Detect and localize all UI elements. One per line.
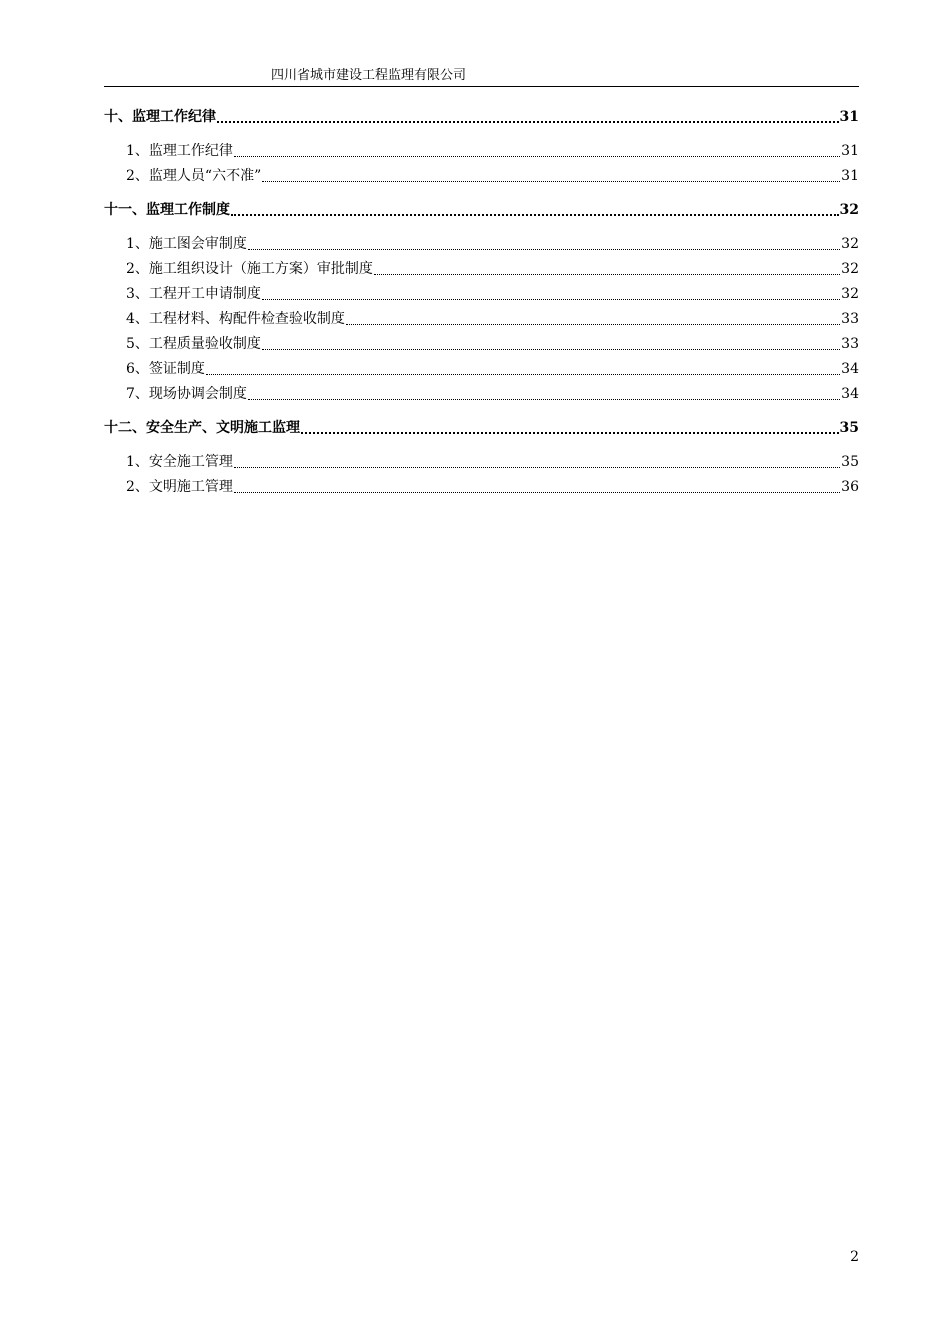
toc-dot-leader — [262, 298, 840, 300]
toc-dot-leader — [374, 273, 840, 275]
toc-section-page: 32 — [839, 202, 859, 218]
toc-item-title: 1、监理工作纪律 — [126, 143, 233, 159]
toc-item[interactable] — [104, 332, 859, 357]
toc-dot-leader — [234, 491, 840, 493]
toc-dot-leader — [346, 323, 840, 325]
toc-item[interactable] — [104, 282, 859, 307]
toc-item-title: 1、安全施工管理 — [126, 454, 233, 470]
toc-item-page: 32 — [841, 261, 859, 277]
toc-item[interactable] — [104, 257, 859, 282]
toc-item-page: 31 — [841, 168, 859, 184]
toc-item[interactable] — [104, 450, 859, 475]
toc-item-page: 33 — [841, 311, 859, 327]
toc-item[interactable] — [104, 164, 859, 189]
toc-section[interactable] — [104, 416, 859, 441]
page-number: 2 — [850, 1249, 859, 1265]
toc-dot-leader — [231, 213, 839, 216]
toc-item-page: 33 — [841, 336, 859, 352]
toc-section[interactable] — [104, 105, 859, 130]
toc-section-page: 35 — [839, 420, 859, 436]
toc-section-title: 十二、安全生产、文明施工监理 — [104, 420, 300, 436]
toc-item-title: 3、工程开工申请制度 — [126, 286, 261, 302]
page-header — [104, 66, 859, 87]
toc-item-page: 34 — [841, 361, 859, 377]
company-name: 四川省城市建设工程监理有限公司 — [271, 68, 467, 83]
toc-dot-leader — [217, 120, 839, 123]
toc-item-title: 7、现场协调会制度 — [126, 386, 247, 402]
toc-item-title: 2、文明施工管理 — [126, 479, 233, 495]
toc-item-page: 31 — [841, 143, 859, 159]
toc-item-title: 2、施工组织设计（施工方案）审批制度 — [126, 261, 373, 277]
toc-dot-leader — [234, 466, 840, 468]
toc-section-page: 31 — [839, 109, 859, 125]
toc-item-title: 1、施工图会审制度 — [126, 236, 247, 252]
toc-dot-leader — [248, 398, 840, 400]
toc-section-title: 十一、监理工作制度 — [104, 202, 230, 218]
toc-item-title: 6、签证制度 — [126, 361, 205, 377]
toc-dot-leader — [248, 248, 840, 250]
toc-item-title: 2、监理人员“六不准” — [126, 168, 262, 184]
toc-item-page: 32 — [841, 286, 859, 302]
toc-dot-leader — [206, 373, 840, 375]
toc-dot-leader — [234, 155, 840, 157]
toc-dot-leader — [262, 180, 840, 182]
toc-item[interactable] — [104, 357, 859, 382]
toc-item[interactable] — [104, 475, 859, 500]
toc-item-page: 36 — [841, 479, 859, 495]
table-of-contents — [104, 105, 859, 500]
toc-section-title: 十、监理工作纪律 — [104, 109, 216, 125]
toc-item[interactable] — [104, 232, 859, 257]
toc-item-title: 5、工程质量验收制度 — [126, 336, 261, 352]
toc-item-page: 32 — [841, 236, 859, 252]
toc-item[interactable] — [104, 307, 859, 332]
toc-item-page: 34 — [841, 386, 859, 402]
toc-item[interactable] — [104, 382, 859, 407]
toc-section[interactable] — [104, 198, 859, 223]
toc-dot-leader — [262, 348, 840, 350]
toc-item-page: 35 — [841, 454, 859, 470]
toc-item-title: 4、工程材料、构配件检查验收制度 — [126, 311, 345, 327]
toc-item[interactable] — [104, 139, 859, 164]
toc-dot-leader — [301, 431, 839, 434]
